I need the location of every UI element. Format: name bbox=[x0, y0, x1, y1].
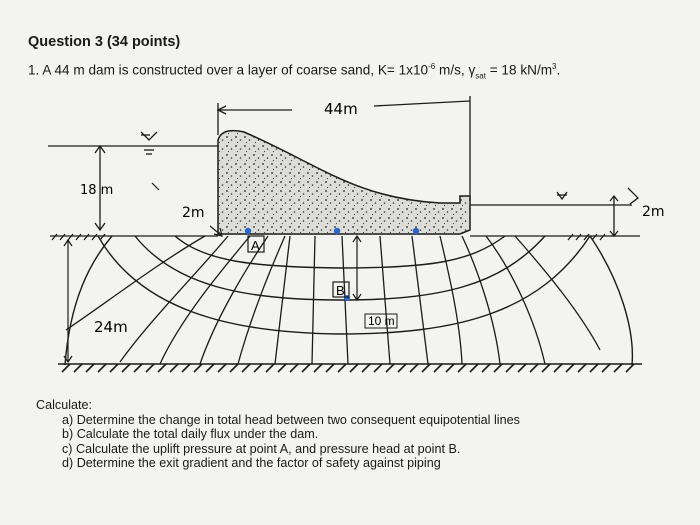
sand-thickness-label: 24m bbox=[94, 318, 128, 336]
calculate-item-a: a) Determine the change in total head between two consequent equipotential lines bbox=[62, 412, 520, 427]
ground-surface bbox=[50, 234, 640, 240]
downstream-level-label: 2m bbox=[642, 204, 665, 220]
problem-text-prefix: 1. A 44 m dam is constructed over a layer of coarse sand, K= 1x10 bbox=[28, 62, 429, 78]
question-title: Question 3 (34 points) bbox=[28, 34, 181, 50]
problem-text-mid: m/s, γ bbox=[435, 62, 476, 78]
depth-b-label: 10 m bbox=[368, 314, 395, 328]
calculate-item-d: d) Determine the exit gradient and the factor of safety against piping bbox=[62, 456, 441, 471]
calculate-item-c: c) Calculate the uplift pressure at point A, and pressure head at point B. bbox=[62, 441, 461, 456]
problem-text-suffix: = 18 kN/m bbox=[485, 62, 553, 78]
seepage-point-2 bbox=[334, 228, 340, 234]
calculate-item-b: b) Calculate the total daily flux under the dam. bbox=[62, 427, 319, 442]
sand-thickness-dimension bbox=[64, 240, 72, 362]
point-markers bbox=[245, 228, 419, 301]
dam-body bbox=[218, 131, 470, 234]
seepage-point-1 bbox=[245, 228, 251, 234]
calculate-heading: Calculate: bbox=[36, 398, 93, 412]
flow-lines bbox=[65, 236, 632, 365]
downstream-water-level bbox=[470, 188, 638, 236]
impervious-base bbox=[58, 364, 642, 372]
problem-text-end: . bbox=[556, 62, 561, 78]
calculate-section bbox=[36, 398, 520, 471]
upstream-head-label: 18 m bbox=[80, 183, 114, 198]
upstream-depth-label: 2m bbox=[182, 205, 205, 221]
k-exponent: -6 bbox=[428, 62, 436, 71]
seepage-point-3 bbox=[413, 228, 419, 234]
gamma-subscript: sat bbox=[475, 71, 486, 81]
unit-exponent: 3 bbox=[552, 62, 557, 71]
point-a-label: A bbox=[251, 238, 260, 253]
point-b-label: B bbox=[336, 283, 345, 298]
dam-length-label: 44m bbox=[324, 100, 358, 118]
upstream-side-tick bbox=[152, 183, 159, 190]
